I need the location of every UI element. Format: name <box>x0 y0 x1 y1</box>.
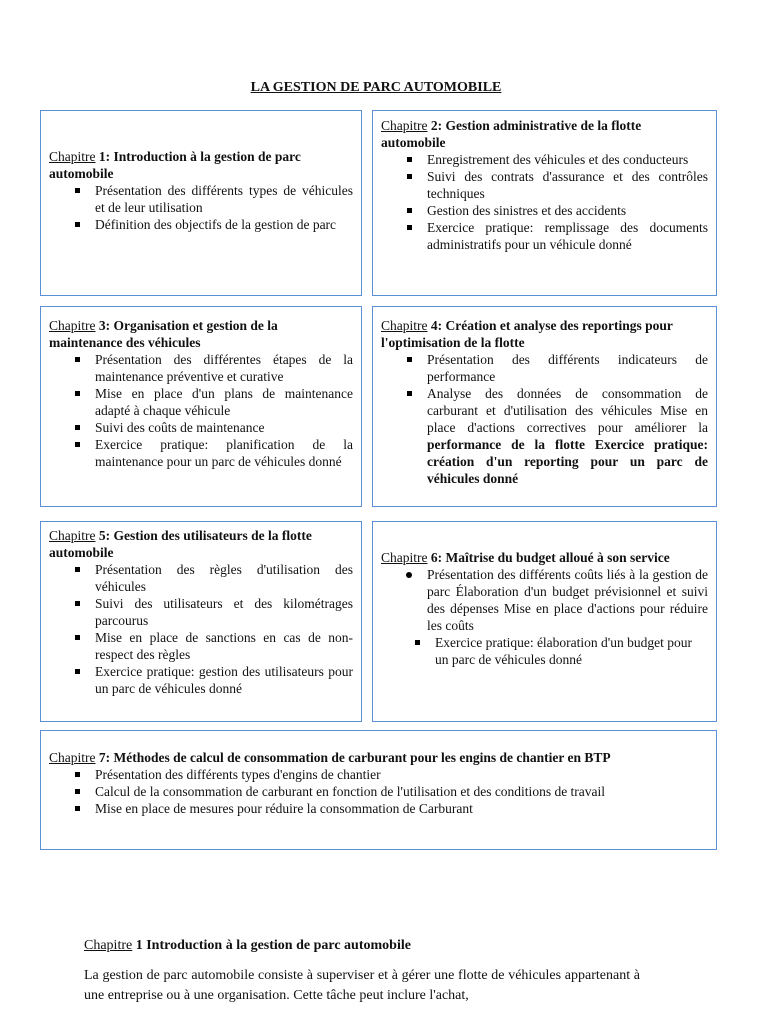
chapter-4-heading: Chapitre 4: Création et analyse des reportings pour l'optimisation de la flotte <box>381 318 673 350</box>
chapter-3-heading: Chapitre 3: Organisation et gestion de la maintenance des véhicules <box>49 318 278 350</box>
chapter-4-title: Création et analyse des reportings pour l'optimisation de la flotte <box>381 318 673 350</box>
chapter-5-title: Gestion des utilisateurs de la flotte automobile <box>49 528 312 560</box>
list-item: Calcul de la consommation de carburant en fonction de l'utilisation et des conditions de travail <box>95 783 708 800</box>
list-item: Mise en place d'un plans de maintenance adapté à chaque véhicule <box>95 386 353 418</box>
chapter-7-title: Méthodes de calcul de consommation de carburant pour les engins de chantier en BTP <box>113 750 611 765</box>
chapter-6-list <box>381 566 708 634</box>
chapter-2-title: Gestion administrative de la flotte automobile <box>381 118 642 150</box>
section-title: Introduction à la gestion de parc automobile <box>146 938 411 953</box>
section-paragraph: La gestion de parc automobile consiste à superviser et à gérer une flotte de véhicules appartenant à une entreprise ou à une organisation. Cette tâche peut inclure l'achat, <box>84 968 640 1003</box>
chapter-5-box <box>40 521 362 722</box>
chapter-2-box <box>372 110 717 296</box>
list-item: Analyse des données de consommation de carburant et d'utilisation des véhicules Mise en place d'actions correctives pour améliorer la performance de la flotte Exercice pratique: création d'un reporting pour un parc de véhicules donné <box>427 386 708 486</box>
section-heading: Chapitre 1 Introduction à la gestion de parc automobile <box>84 938 411 953</box>
bold-text: performance de la flotte Exercice pratique: création d'un reporting pour un parc de véhicules donné <box>427 437 708 486</box>
list-item: Suivi des utilisateurs et des kilométrages parcourus <box>95 596 353 628</box>
list-item: Définition des objectifs de la gestion de parc <box>95 216 353 233</box>
list-item: Présentation des différents types d'engins de chantier <box>95 766 708 783</box>
chapter-7-heading: Chapitre 7: Méthodes de calcul de consommation de carburant pour les engins de chantier en BTP <box>49 750 611 765</box>
list-item: Mise en place de sanctions en cas de non-respect des règles <box>95 630 353 662</box>
list-item: Suivi des coûts de maintenance <box>95 419 353 436</box>
chapter-7-list <box>49 766 708 817</box>
list-item: Suivi des contrats d'assurance et des contrôles techniques <box>427 169 708 201</box>
chapter-6-box <box>372 521 717 722</box>
chapter-7-box <box>40 730 717 850</box>
document-title: LA GESTION DE PARC AUTOMOBILE <box>250 80 502 95</box>
chapter-1-list <box>49 182 353 233</box>
chapter-1-title: Introduction à la gestion de parc automobile <box>49 149 301 181</box>
chapter-1-box <box>40 110 362 296</box>
list-item: Présentation des différentes étapes de la maintenance préventive et curative <box>95 352 353 384</box>
chapter-5-heading: Chapitre 5: Gestion des utilisateurs de la flotte automobile <box>49 528 312 560</box>
chapter-1-section <box>84 936 640 1006</box>
chapter-2-heading: Chapitre 2: Gestion administrative de la flotte automobile <box>381 118 642 150</box>
chapter-1-heading: Chapitre 1: Introduction à la gestion de parc automobile <box>49 149 301 181</box>
chapter-6-list-2 <box>381 634 708 668</box>
chapter-5-list <box>49 561 353 697</box>
chapter-3-title: Organisation et gestion de la maintenance des véhicules <box>49 318 278 350</box>
list-item: Présentation des différents coûts liés à la gestion de parc Élaboration d'un budget prévisionnel et suivi des dépenses Mise en place d'actions pour réduire les coûts <box>427 567 708 633</box>
chapter-4-list <box>381 351 708 487</box>
list-item: Mise en place de mesures pour réduire la consommation de Carburant <box>95 800 708 817</box>
list-item: Gestion des sinistres et des accidents <box>427 202 708 219</box>
list-item: Présentation des différents indicateurs de performance <box>427 352 708 384</box>
chapter-2-list <box>381 151 708 253</box>
chapter-3-list <box>49 351 353 470</box>
list-item: Présentation des règles d'utilisation des véhicules <box>95 562 353 594</box>
list-item: Enregistrement des véhicules et des conducteurs <box>427 151 708 168</box>
chapter-word: Chapitre <box>49 149 96 164</box>
list-item: Présentation des différents types de véhicules et de leur utilisation <box>95 183 353 215</box>
chapter-3-box <box>40 306 362 507</box>
list-item: Exercice pratique: remplissage des documents administratifs pour un véhicule donné <box>427 220 708 252</box>
chapter-6-title: Maîtrise du budget alloué à son service <box>445 550 670 565</box>
list-item: Exercice pratique: gestion des utilisateurs pour un parc de véhicules donné <box>95 664 353 696</box>
list-item: Exercice pratique: élaboration d'un budget pour un parc de véhicules donné <box>435 634 708 668</box>
chapter-4-box <box>372 306 717 507</box>
chapter-6-heading: Chapitre 6: Maîtrise du budget alloué à son service <box>381 550 670 565</box>
list-item: Exercice pratique: planification de la maintenance pour un parc de véhicules donné <box>95 437 353 469</box>
